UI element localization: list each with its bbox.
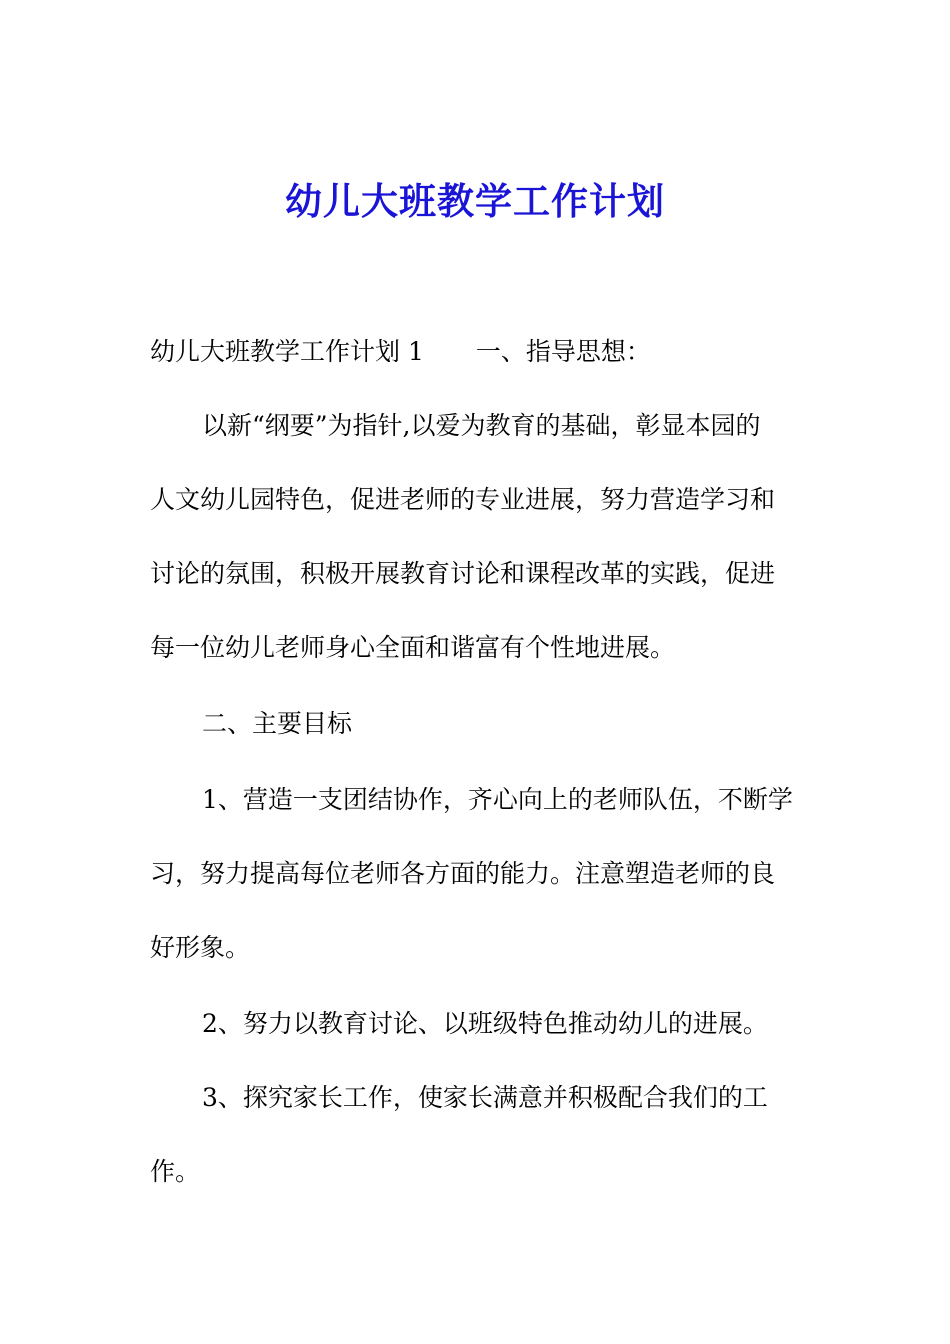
goal-1-line-3: 好形象。 xyxy=(150,933,251,962)
heading-line xyxy=(150,336,651,368)
heading-label: 幼儿大班教学工作计划 1 xyxy=(150,337,424,366)
para-1-line-1: 以新“纲要”为指针,以爱为教育的基础，彰显本园的 xyxy=(202,411,761,440)
section-1-heading: 一、指导思想： xyxy=(475,337,651,366)
goal-3-line-2: 作。 xyxy=(150,1157,201,1186)
goal-3-line-1: 3、探究家长工作，使家长满意并积极配合我们的工 xyxy=(202,1083,768,1112)
document-title: 幼儿大班教学工作计划 xyxy=(285,180,665,223)
goal-2-line-1: 2、努力以教育讨论、以班级特色推动幼儿的进展。 xyxy=(202,1009,768,1038)
para-1-line-4: 每一位幼儿老师身心全面和谐富有个性地进展。 xyxy=(150,633,676,662)
section-2-heading: 二、主要目标 xyxy=(202,709,353,738)
goal-1-line-2: 习，努力提高每位老师各方面的能力。注意塑造老师的良 xyxy=(150,859,776,888)
para-1-line-3: 讨论的氛围，积极开展教育讨论和课程改革的实践，促进 xyxy=(150,559,776,588)
goal-1-line-1: 1、营造一支团结协作，齐心向上的老师队伍，不断学 xyxy=(202,785,793,814)
para-1-line-2: 人文幼儿园特色，促进老师的专业进展，努力营造学习和 xyxy=(150,485,776,514)
